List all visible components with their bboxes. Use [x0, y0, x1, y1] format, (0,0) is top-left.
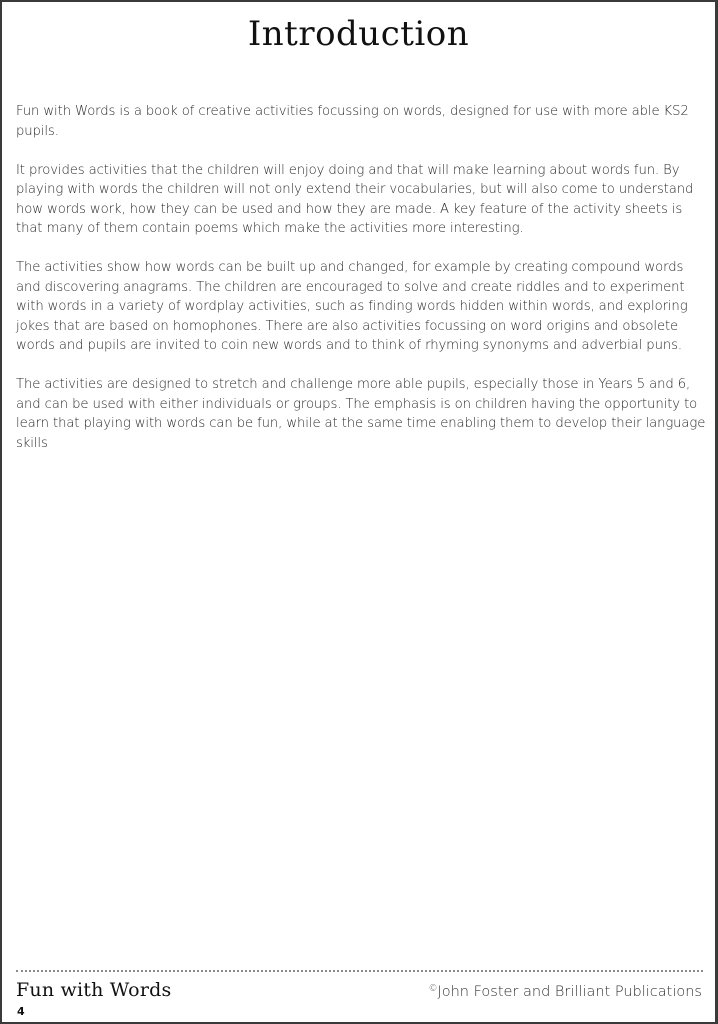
page-number: 4 — [17, 1005, 25, 1018]
paragraph-2: It provides activities that the children will enjoy doing and that will make learning about words fun. By playing with words the children will not only extend their vocabularies, but will also come to understand how words work, how they can be used and how they are made. A key feature of the activity sheets is that many of them contain poems which make the activities more interesting. — [16, 162, 694, 236]
page-title: Introduction — [247, 14, 470, 54]
paragraph-4: The activities are designed to stretch and challenge more able pupils, especially those in Years 5 and 6, and can be used with either individuals or groups. The emphasis is on children having the opportunity to learn that playing with words can be fun, while at the same time enabling them to develop their language skills — [16, 377, 706, 451]
copyright-notice — [428, 984, 702, 1000]
footer-book-title: Fun with Words — [16, 979, 172, 1001]
paragraph-1: Fun with Words is a book of creative activities focussing on words, designed for use with more able KS2 pupils. — [16, 104, 689, 139]
paragraph-3: The activities show how words can be built up and changed, for example by creating compound words and discovering anagrams. The children are encouraged to solve and create riddles and to experiment with words in a variety of wordplay activities, such as finding words hidden within words, and exploring jokes that are based on homophones. There are also activities focussing on word origins and obsolete words and pupils are invited to coin new words and to think of rhyming synonyms and adverbial puns. — [16, 260, 688, 353]
copyright-text: John Foster and Brilliant Publications — [437, 984, 702, 1000]
introduction-body — [16, 102, 706, 473]
footer-divider — [16, 970, 703, 972]
copyright-icon: © — [428, 984, 438, 994]
